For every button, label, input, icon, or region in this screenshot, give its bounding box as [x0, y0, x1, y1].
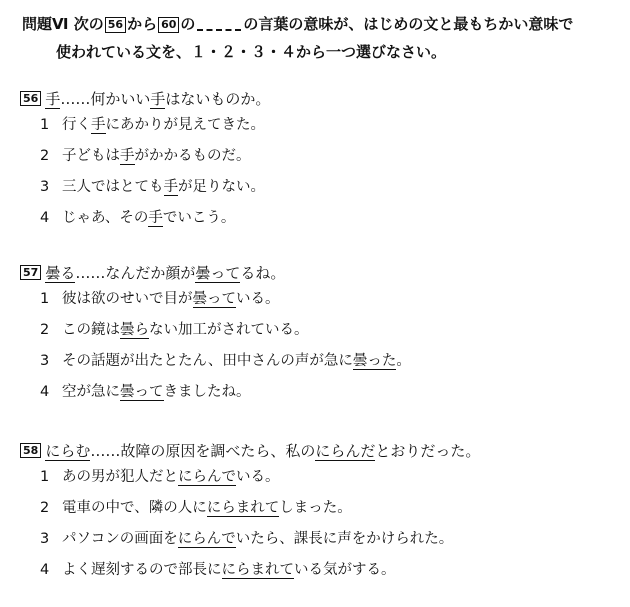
option-text: 電車の中で、隣の人に [62, 500, 207, 516]
question-56 [20, 88, 620, 234]
question-head [20, 88, 620, 110]
question-58 [20, 440, 620, 586]
target-word: にらむ [45, 442, 91, 460]
option-number: 1 [40, 117, 50, 133]
head-text: ……なんだか顔が [75, 264, 196, 282]
option[interactable] [20, 493, 620, 524]
option-underlined: 手 [148, 210, 163, 226]
instruction-text: の言葉の意味が、はじめの文と最もちかい意味で [243, 15, 574, 33]
option-underlined: 手 [91, 117, 106, 133]
option-text: いる。 [236, 469, 280, 485]
option-underlined: 手 [163, 179, 178, 195]
option-underlined: にらんで [177, 531, 236, 547]
option-underlined: 曇って [120, 384, 164, 400]
question-head [20, 440, 620, 462]
option-text: あの男が犯人だと [62, 469, 178, 485]
option[interactable] [20, 110, 620, 141]
option-number: 2 [40, 500, 50, 516]
option[interactable] [20, 141, 620, 172]
option-text: 彼は欲のせいで目が [62, 291, 193, 307]
option-number: 2 [40, 148, 50, 164]
instruction-text: 次の [73, 15, 104, 33]
option-text: 三人ではとても [62, 179, 164, 195]
instruction-text: から [127, 15, 158, 33]
option-number: 4 [40, 210, 50, 226]
option-number: 4 [40, 562, 50, 578]
option-number: 1 [40, 469, 50, 485]
option-text: その話題が出たとたん、田中さんの声が急に [62, 353, 353, 369]
option-text: じゃあ、その [62, 210, 149, 226]
head-text: はないものか。 [165, 90, 271, 108]
question-number: 56 [20, 91, 41, 106]
option-number: 2 [40, 322, 50, 338]
range-start-box: 56 [105, 17, 126, 33]
instruction-text: の [180, 15, 196, 33]
option[interactable] [20, 555, 620, 586]
option-underlined: 曇って [192, 291, 236, 307]
instructions [22, 10, 622, 66]
head-underlined: 曇って [195, 264, 241, 282]
option-underlined: 曇った [352, 353, 397, 369]
option[interactable] [20, 346, 620, 377]
option-underlined: 手 [120, 148, 135, 164]
head-underlined: にらんだ [315, 442, 376, 460]
option-number: 3 [40, 353, 50, 369]
blank-underline [197, 29, 241, 31]
option-number: 1 [40, 291, 50, 307]
head-underlined: 手 [150, 90, 166, 108]
option-text: 子どもは [62, 148, 120, 164]
question-57 [20, 262, 620, 408]
head-text: ……故障の原因を調べたら、私の [90, 442, 316, 460]
option[interactable] [20, 462, 620, 493]
option-text: にあかりが見えてきた。 [105, 117, 265, 133]
option-number: 3 [40, 531, 50, 547]
option-text: が足りない。 [178, 179, 265, 195]
problem-label: 問題Ⅵ [22, 15, 69, 33]
option-text: 空が急に [62, 384, 120, 400]
head-text: るね。 [240, 264, 286, 282]
option[interactable] [20, 377, 620, 408]
option[interactable] [20, 172, 620, 203]
option[interactable] [20, 524, 620, 555]
option[interactable] [20, 284, 620, 315]
option-text: いたら、課長に声をかけられた。 [235, 531, 454, 547]
option-number: 3 [40, 179, 50, 195]
option-underlined: にらまれて [221, 562, 294, 578]
option-text: ない加工がされている。 [149, 322, 309, 338]
option-underlined: にらまれて [206, 500, 280, 516]
option[interactable] [20, 315, 620, 346]
target-word: 曇る [45, 264, 76, 282]
instruction-line-1 [22, 10, 622, 38]
option-underlined: にらんで [178, 469, 236, 485]
instruction-line-2: 使われている文を、１・２・３・４から一つ選びなさい。 [56, 43, 447, 61]
option-number: 4 [40, 384, 50, 400]
head-text: とおりだった。 [375, 442, 481, 460]
option-text: しまった。 [279, 500, 352, 516]
option-text: よく遅刻するので部長に [62, 562, 222, 578]
question-head [20, 262, 620, 284]
target-word: 手 [45, 90, 61, 108]
question-number: 58 [20, 443, 41, 458]
option-text: いる気がする。 [294, 562, 396, 578]
option-text: この鏡は [62, 322, 120, 338]
option-text: でいこう。 [162, 210, 236, 226]
question-number: 57 [20, 265, 41, 280]
range-end-box: 60 [158, 17, 179, 33]
option-text: がかかるものだ。 [134, 148, 251, 164]
option-text: きましたね。 [163, 384, 251, 400]
head-text: ……何かいい [60, 90, 151, 108]
option-text: 行く [62, 117, 91, 133]
option-text: 。 [396, 353, 411, 369]
option-text: いる。 [236, 291, 280, 307]
option-underlined: 曇ら [120, 322, 149, 338]
option-text: パソコンの画面を [62, 531, 178, 547]
option[interactable] [20, 203, 620, 234]
